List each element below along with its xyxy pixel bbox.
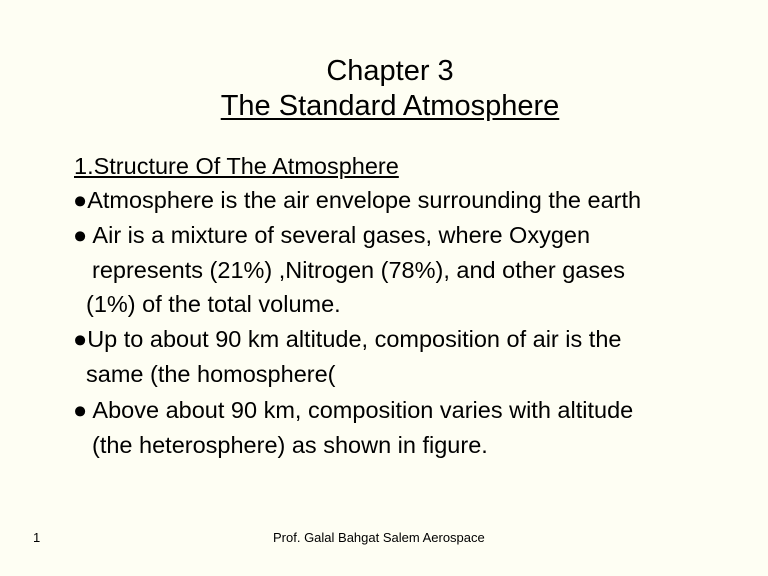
bullet-line-2-cont-2: (1%) of the total volume. [86,291,341,317]
bullet-line-3: ●Up to about 90 km altitude, composition of air is the [73,326,622,352]
section-heading: 1.Structure Of The Atmosphere [74,153,399,179]
bullet-line-1: ●Atmosphere is the air envelope surrounding the earth [73,187,642,213]
bullet-line-4-cont: (the heterosphere) as shown in figure. [92,432,488,458]
footer-page-number: 1 [33,530,41,545]
bullet-line-2: ● Air is a mixture of several gases, where Oxygen [73,222,591,248]
bullet-line-4: ● Above about 90 km, composition varies with altitude [73,397,634,423]
bullet-line-2-cont-1: represents (21%) ,Nitrogen (78%), and other gases [92,257,625,283]
slide-title-line-1: Chapter 3 [326,55,454,87]
slide-title-line-2: The Standard Atmosphere [220,90,560,122]
bullet-line-3-cont: same (the homosphere( [86,361,336,387]
footer-credit: Prof. Galal Bahgat Salem Aerospace [273,530,485,545]
